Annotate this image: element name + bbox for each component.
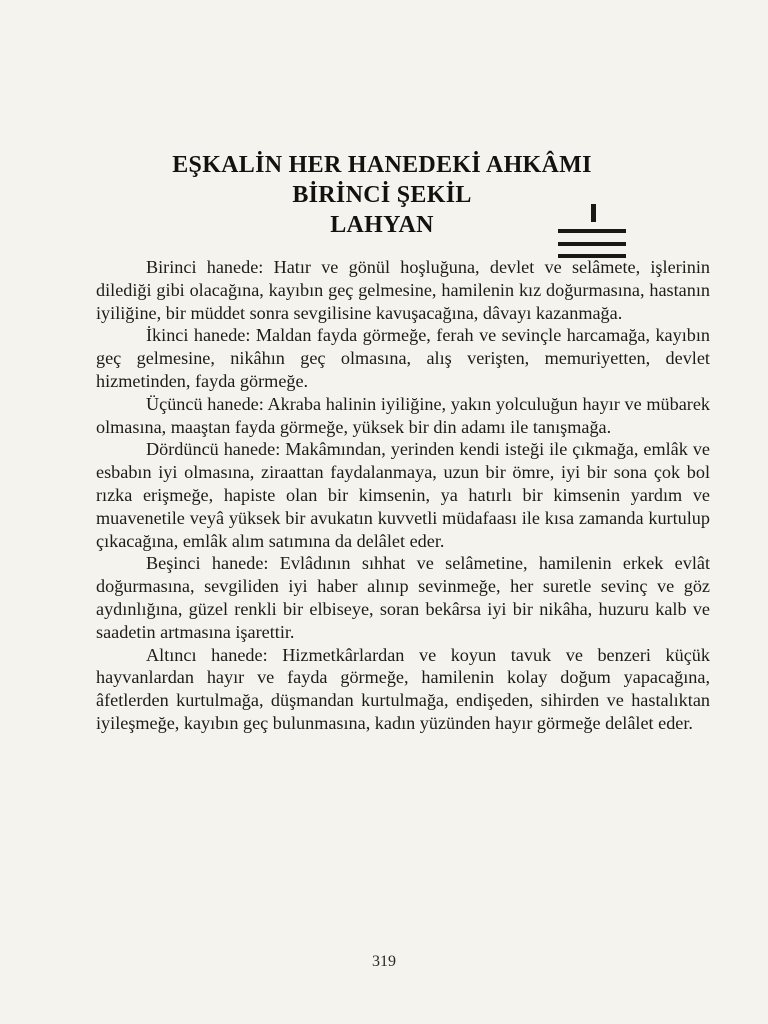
paragraph-first-house: Birinci hanede: Hatır ve gönül hoşluğuna, devlet ve selâmete, işlerinin dilediği gibi olacağına, kayıbın geç gelmesine, hamilenin kız doğurmasına, hastanın iyiliğine, bir müddet sonra sevgilisine kavuşacağına, dâvayı kazanmağa. — [96, 257, 710, 323]
figure-row-2-full-bar — [558, 229, 626, 233]
page-number: 319 — [372, 953, 396, 970]
paragraph-fourth-house: Dördüncü hanede: Makâmından, yerinden kendi isteği ile çıkmağa, emlâk ve esbabın iyi olmasına, ziraattan faydalanmaya, uzun bir ömre, iyi bir sona çok bol rızka erişmeğe, hapiste olan bir kimsenin, ya hatırlı bir kimsenin yardım ve muavenetile veyâ yüksek bir avukatın kuvvetli müdafaası ile kısa zamanda kurtulup çıkacağına, emlâk alım satımına da delâlet eder. — [96, 439, 710, 551]
geomancy-figure-icon — [556, 196, 628, 262]
paragraph-fifth-house: Beşinci hanede: Evlâdının sıhhat ve selâmetine, hamilenin erkek evlât doğurmasına, sevgiliden iyi haber alınıp sevinmeğe, her suretle sevinç ve göz aydınlığına, güzel renkli bir elbiseye, soran bekârsa iyi bir nikâha, huzuru kalb ve saadetin artmasına işarettir. — [96, 553, 710, 642]
chapter-title-line-3: LAHYAN — [330, 212, 434, 238]
figure-row-3-full-bar — [558, 242, 626, 246]
chapter-title-line-2: BİRİNCİ ŞEKİL — [292, 182, 472, 208]
figure-row-1-single-mark — [591, 204, 596, 222]
paragraph-sixth-house: Altıncı hanede: Hizmetkârlardan ve koyun tavuk ve benzeri küçük hayvanlardan hayır ve fayda görmeğe, hamilenin kolay doğum yapacağına, âfetlerden kurtulmağa, düşmandan kurtulmağa, endişeden, sihirden ve hastalıktan iyileşmeğe, kayıbın geç bulunmasına, kadın yüzünden hayır görmeğe delâlet eder. — [96, 644, 710, 733]
chapter-title-line-1: EŞKALİN HER HANEDEKİ AHKÂMI — [172, 152, 592, 178]
document-body — [96, 256, 710, 735]
paragraph-second-house: İkinci hanede: Maldan fayda görmeğe, ferah ve sevinçle harcamağa, kayıbın geç gelmesine, nikâhın geç olmasına, alış verişten, memuriyetten, devlet hizmetinden, fayda görmeğe. — [96, 325, 710, 391]
paragraph-third-house: Üçüncü hanede: Akraba halinin iyiliğine, yakın yolculuğun hayır ve mübarek olmasına, maaştan fayda görmeğe, yüksek bir din adamı ile tanışmağa. — [96, 393, 710, 437]
